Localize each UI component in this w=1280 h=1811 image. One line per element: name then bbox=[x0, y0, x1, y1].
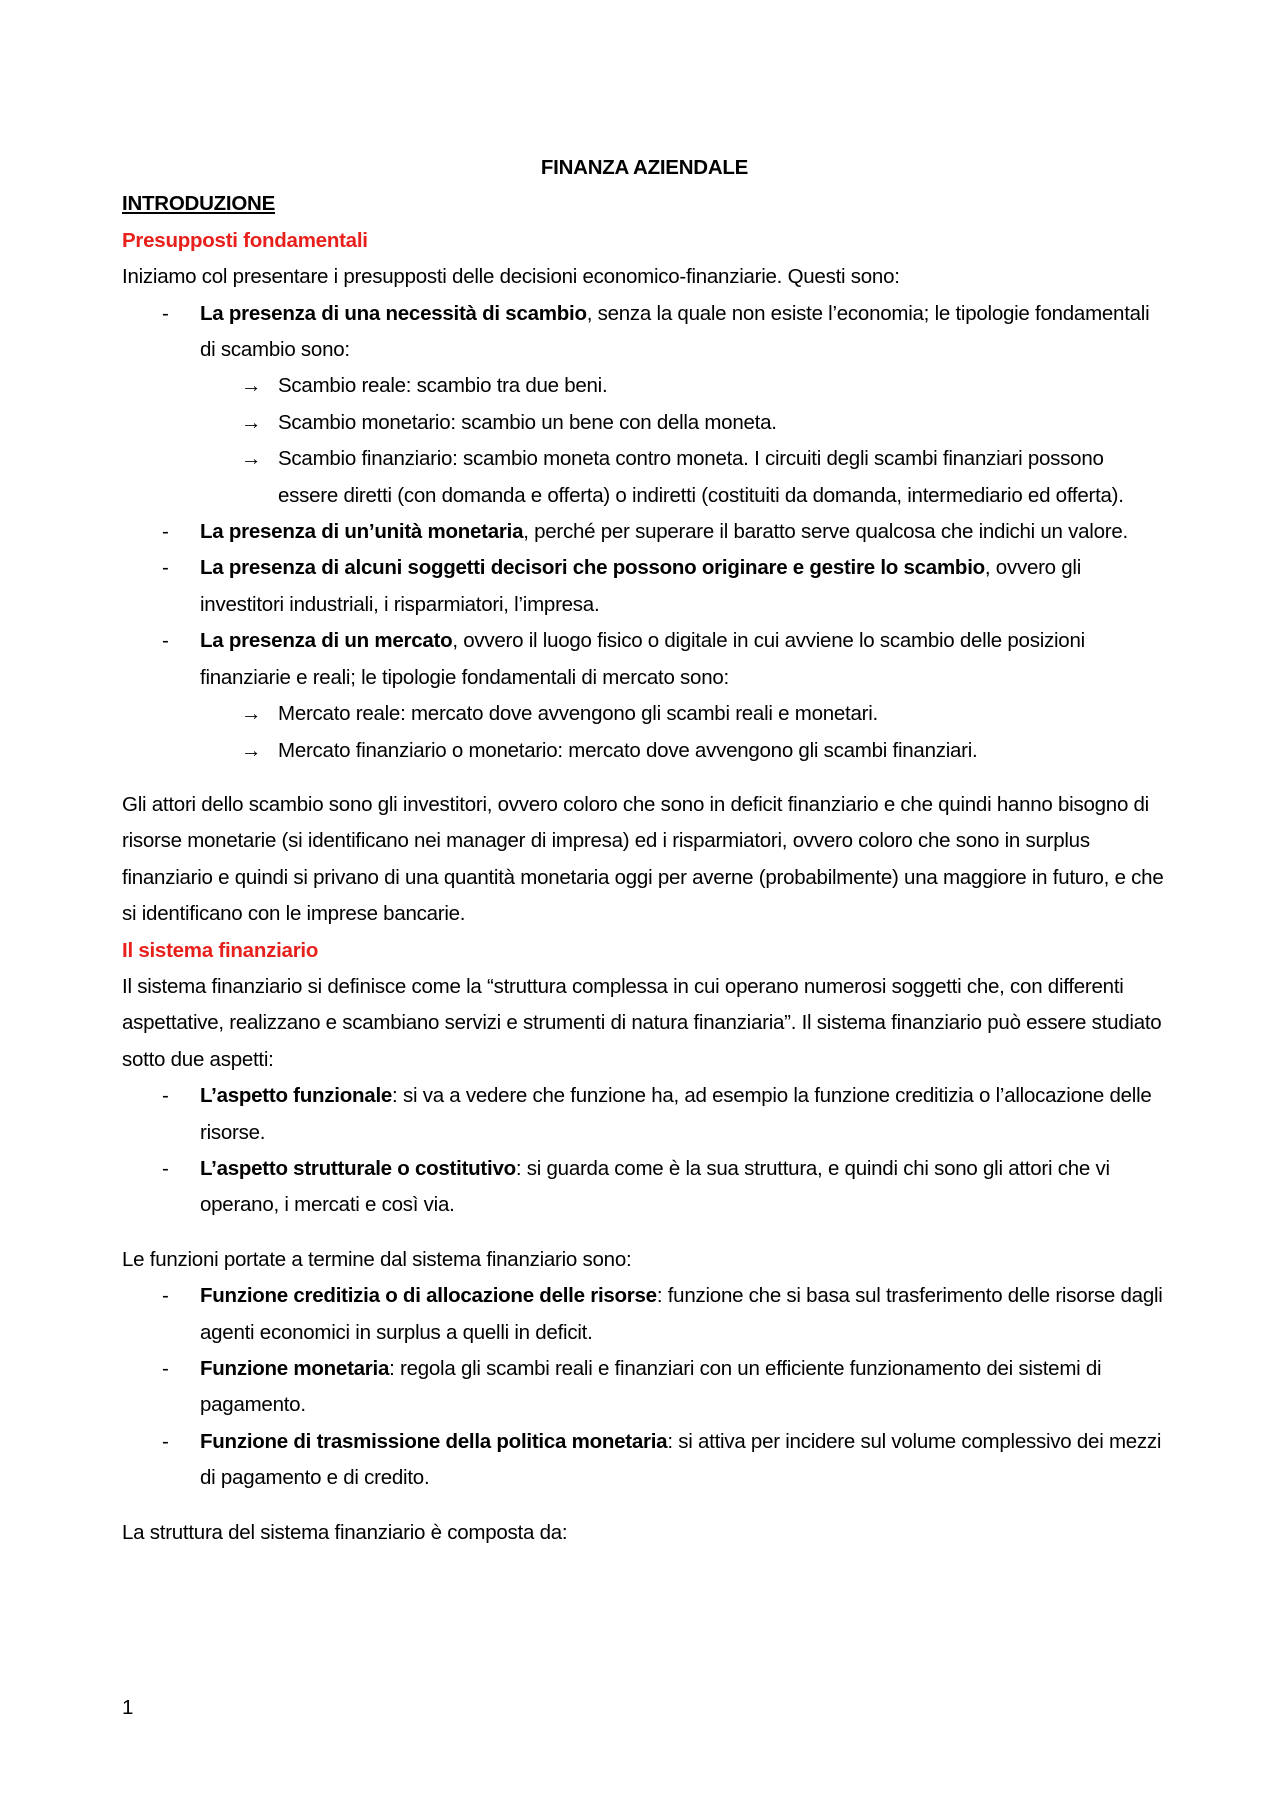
item-text: : si attiva per incidere sul volume complessivo dei mezzi di pagamento e di credito. bbox=[200, 1429, 1162, 1490]
dash-bullet: - bbox=[162, 1084, 169, 1108]
sistema-intro: Il sistema finanziario si definisce come la “struttura complessa in cui operano numerosi soggetti che, con differenti aspettative, realizzano e scambiano servizi e strumenti di natura finanziaria”. Il sistema finanziario può essere studiato sotto due aspetti: bbox=[122, 974, 1162, 1071]
exchange-types-list bbox=[122, 368, 1167, 514]
list-item bbox=[122, 368, 1167, 404]
list-item bbox=[122, 405, 1167, 441]
actors-paragraph: Gli attori dello scambio sono gli investitori, ovvero coloro che sono in deficit finanziario e che quindi hanno bisogno di risorse monetarie (si identificano nei manager di impresa) ed i risparmiatori, ovvero coloro che sono in surplus finanziario e quindi si privano di una quantità monetaria oggi per averne (probabilmente) una maggiore in futuro, e che si identificano con le imprese bancarie. bbox=[122, 792, 1164, 926]
list-item bbox=[122, 623, 1167, 769]
item-text: Mercato reale: mercato dove avvengono gli scambi reali e monetari. bbox=[278, 702, 878, 726]
list-item bbox=[122, 550, 1167, 623]
arrow-bullet: → bbox=[241, 738, 262, 762]
page-number: 1 bbox=[122, 1696, 134, 1719]
dash-bullet: - bbox=[162, 1429, 169, 1453]
spacer bbox=[122, 769, 1167, 787]
dash-bullet: - bbox=[162, 629, 169, 653]
item-text: : si guarda come è la sua struttura, e quindi chi sono gli attori che vi operano, i mercati e così via. bbox=[200, 1156, 1110, 1217]
dash-bullet: - bbox=[162, 1357, 169, 1380]
list-item bbox=[122, 1278, 1167, 1351]
item-bold: L’aspetto strutturale o costitutivo bbox=[200, 1156, 516, 1180]
item-bold: La presenza di una necessità di scambio bbox=[200, 301, 587, 325]
structure-intro: La struttura del sistema finanziario è composta da: bbox=[122, 1520, 568, 1544]
item-bold: La presenza di un’unità monetaria bbox=[200, 520, 524, 544]
item-text: : si va a vedere che funzione ha, ad esempio la funzione creditizia o l’allocazione delle risorse. bbox=[200, 1084, 1152, 1144]
list-item bbox=[122, 514, 1167, 550]
functions-intro: Le funzioni portate a termine dal sistema finanziario sono: bbox=[122, 1247, 632, 1271]
document-title: FINANZA AZIENDALE bbox=[540, 156, 749, 179]
list-item bbox=[122, 733, 1167, 769]
item-text: Scambio reale: scambio tra due beni. bbox=[278, 374, 608, 398]
list-item bbox=[122, 696, 1167, 732]
item-text: , ovvero gli investitori industriali, i risparmiatori, l’impresa. bbox=[200, 556, 1082, 616]
arrow-bullet: → bbox=[241, 447, 262, 471]
item-text: Scambio finanziario: scambio moneta contro moneta. I circuiti degli scambi finanziari possono essere diretti (con domanda e offerta) o indiretti (costituiti da domanda, intermediario ed offerta). bbox=[278, 447, 1124, 507]
list-item bbox=[122, 1151, 1167, 1224]
dash-bullet: - bbox=[162, 520, 169, 544]
dash-bullet: - bbox=[162, 1284, 169, 1308]
arrow-bullet: → bbox=[241, 702, 262, 726]
list-item bbox=[122, 441, 1167, 514]
functions-list bbox=[122, 1278, 1167, 1496]
market-types-list bbox=[122, 696, 1167, 769]
item-bold: Funzione di trasmissione della politica monetaria bbox=[200, 1429, 668, 1453]
arrow-bullet: → bbox=[241, 410, 262, 434]
dash-bullet: - bbox=[162, 556, 169, 580]
item-text: , perché per superare il baratto serve qualcosa che indichi un valore. bbox=[523, 520, 1128, 544]
dash-bullet: - bbox=[162, 1156, 169, 1180]
subheading-presupposti: Presupposti fondamentali bbox=[122, 228, 368, 252]
list-item bbox=[122, 1424, 1167, 1497]
list-item bbox=[122, 1351, 1167, 1424]
item-bold: La presenza di alcuni soggetti decisori che possono originare e gestire lo scambio bbox=[200, 556, 985, 580]
item-text: : regola gli scambi reali e finanziari con un efficiente funzionamento dei sistemi di pagamento. bbox=[200, 1357, 1102, 1417]
item-text: : funzione che si basa sul trasferimento delle risorse dagli agenti economici in surplus a quelli in deficit. bbox=[200, 1284, 1163, 1344]
dash-bullet: - bbox=[162, 301, 169, 325]
item-text: Mercato finanziario o monetario: mercato dove avvengono gli scambi finanziari. bbox=[278, 738, 978, 762]
item-bold: L’aspetto funzionale bbox=[200, 1084, 393, 1108]
item-bold: Funzione monetaria bbox=[200, 1357, 390, 1380]
presupposti-list bbox=[122, 296, 1167, 769]
subheading-sistema-finanziario: Il sistema finanziario bbox=[122, 938, 319, 962]
item-text: , senza la quale non esiste l’economia; le tipologie fondamentali di scambio sono: bbox=[200, 301, 1150, 362]
presupposti-intro: Iniziamo col presentare i presupposti delle decisioni economico-finanziarie. Questi sono: bbox=[122, 265, 900, 289]
item-text: Scambio monetario: scambio un bene con della moneta. bbox=[278, 410, 777, 434]
aspects-list bbox=[122, 1078, 1167, 1224]
list-item bbox=[122, 296, 1167, 514]
spacer bbox=[122, 1224, 1167, 1242]
arrow-bullet: → bbox=[241, 374, 262, 398]
section-heading-introduzione: INTRODUZIONE bbox=[122, 192, 276, 216]
list-item bbox=[122, 1078, 1167, 1151]
spacer bbox=[122, 1497, 1167, 1515]
item-text: , ovvero il luogo fisico o digitale in cui avviene lo scambio delle posizioni finanziarie e reali; le tipologie fondamentali di mercato sono: bbox=[200, 629, 1085, 689]
document-body bbox=[122, 150, 1167, 1551]
item-bold: Funzione creditizia o di allocazione delle risorse bbox=[200, 1284, 657, 1308]
item-bold: La presenza di un mercato bbox=[200, 629, 453, 653]
